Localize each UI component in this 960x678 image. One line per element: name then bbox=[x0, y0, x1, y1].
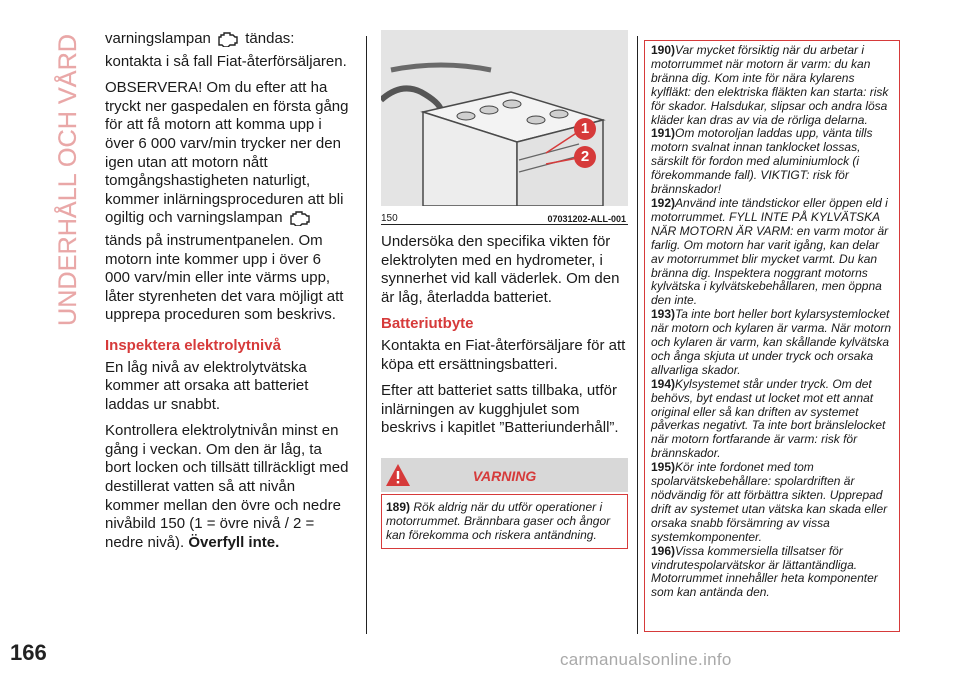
note-item: 192)Använd inte tändstickor eller öppen eld i motorrummet. FYLL INTE PÅ KYLVÄTSKA NÄR MOTORN ÄR VARM: en varm motor är farlig. Om motorn har varit igång, kan delar av motorrummet blir mycket varmt. Du kan bränna dig. Inspektera noggrant motorns kylvätska i kylvätskebehållaren, men öppna den inte. bbox=[651, 195, 889, 308]
page-number: 166 bbox=[10, 640, 47, 665]
warning-header bbox=[381, 458, 628, 492]
heading-battery-replacement: Batteriutbyte bbox=[381, 315, 474, 333]
note-item: 196)Vissa kommersiella tillsatser för vindrutespolarvätskor är lättantändliga. Motorrummet innehåller heta komponenter som kan antända den. bbox=[651, 543, 878, 600]
watermark: carmanualsonline.info bbox=[560, 650, 732, 669]
warning-text: Rök aldrig när du utför operationer i motorrummet. Brännbara gaser och ångor kan förekomma och riskera antändning. bbox=[386, 499, 611, 542]
callout-1: 1 bbox=[574, 118, 596, 140]
overfill-warning: Överfyll inte. bbox=[188, 533, 280, 551]
engine-warning-icon bbox=[288, 210, 312, 232]
note-item: 190)Var mycket försiktig när du arbetar i motorrummet när motorn är varm: du kan bränna dig. Kom inte för nära kylarens kylfläkt: den elektriska fläkten kan starta: risk för skador. Halsdukar, slipsar och andra lösa kläder kan dras av via de rörliga delarna. bbox=[651, 43, 889, 127]
paragraph-hydrometer: Undersöka den specifika vikten för elektrolyten med en hydrometer, i synnerhet vid kall väderlek. Om den är låg, återladda batteriet. bbox=[381, 233, 620, 306]
column-divider-2 bbox=[637, 36, 638, 634]
note-item: 194)Kylsystemet står under tryck. Om det behövs, byt endast ut locket mot ett annat original eller så kan driften av systemet påverkas negativt. Ta inte bort bränslelocket när motorn fortfarande är varm: risk för brännskador. bbox=[651, 376, 886, 461]
warning-label: VARNING bbox=[472, 467, 537, 484]
paragraph-note: OBSERVERA! Om du efter att ha tryckt ner gaspedalen en första gång för att få motorn att komma upp i över 6 000 varv/min trycker ner den igen utan att motorn nått tomgångshastigheten naturligt, kommer inlärningsproceduren att bli ogiltig och varningslampan tänds på instrumentpanelen. Om motorn inte kommer upp i över 6 000 varv/min eller inte värms upp, låter styrenheten det vara möjligt att upprepa proceduren som beskrivs. bbox=[105, 79, 349, 324]
engine-warning-icon bbox=[216, 31, 240, 53]
note-item: 191)Om motoroljan laddas upp, vänta tills motorn svalnat innan tanklocket lossas, särskilt för fordon med aluminiumlock (i förekommande fall). VIKTIGT: risk för brännskador! bbox=[651, 126, 873, 197]
warning-body bbox=[381, 494, 628, 549]
column-1 bbox=[105, 30, 350, 560]
battery-figure bbox=[381, 30, 628, 206]
side-section-title bbox=[54, 30, 84, 330]
column-divider-1 bbox=[366, 36, 367, 634]
figure-code: 07031202-ALL-001 bbox=[547, 214, 626, 224]
paragraph-check-level: Kontrollera elektrolytnivån minst en gång i veckan. Om den är låg, ta bort locken och tillsätt tillräckligt med destillerat vatten så att nivån kommer mellan den övre och nedre nivåbild 150 (1 = övre nivå / 2 = nedre nivå). Överfyll inte. bbox=[105, 422, 349, 551]
note-item: 193)Ta inte bort heller bort kylarsystemlocket när motorn och kylaren är varma. När motorn och kylaren är varm, kan skållande kylvätska och ånga skjuta ut under tryck och orsaka allvarliga skador. bbox=[651, 307, 892, 377]
warning-ref: 189) bbox=[386, 499, 411, 514]
side-title-text: UNDERHÅLL OCH VÅRD bbox=[54, 36, 82, 326]
paragraph-warning-lamp: varningslampan tändas: kontakta i så fall Fiat-återförsäljaren. bbox=[105, 30, 347, 70]
heading-electrolyte-inspection: Inspektera elektrolytnivå bbox=[105, 336, 281, 354]
note-item: 195)Kör inte fordonet med tom spolarvätskebehållare: spolardriften är nödvändig för att förbättra sikten. Upprepad drift av systemet utan vätska kan skada eller orsaka snabb försämring av vissa systemkomponenter. bbox=[651, 460, 888, 544]
figure-caption bbox=[381, 206, 628, 225]
column-3-warnings bbox=[644, 40, 900, 632]
figure-number: 150 bbox=[381, 213, 398, 224]
column-2 bbox=[381, 30, 628, 549]
paragraph-contact-dealer: Kontakta en Fiat-återförsäljare för att köpa ett ersättningsbatteri. bbox=[381, 336, 626, 373]
callout-2: 2 bbox=[574, 146, 596, 168]
paragraph-low-level: En låg nivå av elektrolytvätska kommer att orsaka att batteriet laddas ur snabbt. bbox=[105, 358, 309, 413]
paragraph-learning: Efter att batteriet satts tillbaka, utför inlärningen av kugghjulet som beskrivs i kapitlet ”Batteriunderhåll”. bbox=[381, 382, 619, 437]
